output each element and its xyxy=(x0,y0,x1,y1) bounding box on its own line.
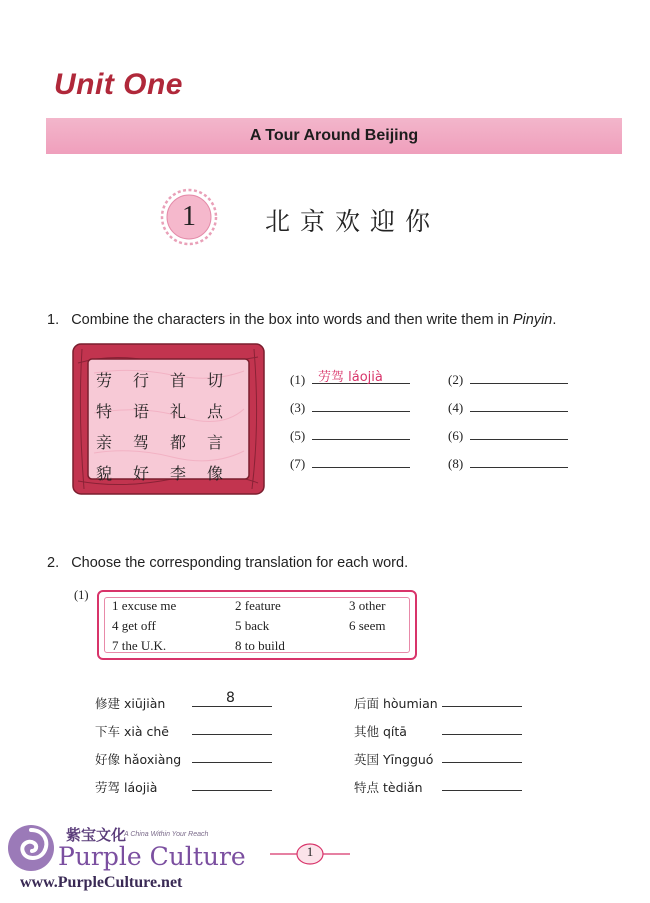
banner-title: A Tour Around Beijing xyxy=(249,127,419,144)
publisher-logo xyxy=(6,816,256,900)
answer-value: 8 xyxy=(226,690,235,706)
character-cell: 首 xyxy=(170,371,187,390)
translation-option: 1 excuse me xyxy=(112,598,177,613)
logo-tagline: A China Within Your Reach xyxy=(124,831,209,838)
question-1-italic: Pinyin xyxy=(512,312,553,328)
blank-input[interactable] xyxy=(470,439,568,440)
blank-input[interactable] xyxy=(312,467,410,468)
character-cell: 语 xyxy=(133,402,150,421)
logo-chinese-name: 紫宝文化 xyxy=(66,826,127,844)
page-number: 1 xyxy=(306,844,314,859)
unit-title: Unit One xyxy=(54,68,183,101)
blank-input[interactable] xyxy=(470,411,568,412)
logo-name: Purple Culture xyxy=(58,842,246,871)
question-2-number: 2. xyxy=(47,555,60,571)
blank-input[interactable] xyxy=(470,383,568,384)
blank-label: (7) xyxy=(290,456,306,471)
blank-input[interactable] xyxy=(312,439,410,440)
character-cell: 亲 xyxy=(96,433,113,452)
blank-label: (3) xyxy=(290,400,306,415)
character-cell: 特 xyxy=(96,402,113,421)
vocab-word: 特点 tèdiǎn xyxy=(354,780,423,795)
answer-input[interactable] xyxy=(442,762,522,763)
part-label: (1) xyxy=(74,588,89,602)
question-1-text-end: . xyxy=(552,312,557,328)
translation-option: 4 get off xyxy=(112,618,156,633)
character-cell: 劳 xyxy=(96,371,113,390)
character-cell: 行 xyxy=(133,371,150,390)
vocab-word: 下车 xià chē xyxy=(95,724,169,739)
character-cell: 李 xyxy=(170,464,187,483)
page-number-badge xyxy=(270,843,350,865)
translation-option: 3 other xyxy=(349,598,386,613)
blank-answer: 劳驾 láojià xyxy=(318,370,383,385)
blank-label: (8) xyxy=(448,456,464,471)
lesson-title: 北京欢迎你 xyxy=(265,207,441,236)
answer-input[interactable] xyxy=(192,790,272,791)
translation-option: 5 back xyxy=(235,618,270,633)
translation-option: 8 to build xyxy=(235,638,285,653)
blank-label: (6) xyxy=(448,428,464,443)
answer-input[interactable] xyxy=(192,706,272,707)
question-1-number: 1. xyxy=(47,312,60,328)
blank-label: (4) xyxy=(448,400,464,415)
blank-label: (2) xyxy=(448,372,464,387)
character-cell: 貌 xyxy=(96,464,113,483)
vocab-word: 劳驾 láojià xyxy=(95,780,158,795)
translation-option: 6 seem xyxy=(349,618,386,633)
answer-input[interactable] xyxy=(442,706,522,707)
character-cell: 都 xyxy=(170,433,187,452)
question-1-text: Combine the characters in the box into words and then write them in xyxy=(71,312,513,328)
answer-input[interactable] xyxy=(192,734,272,735)
blank-input[interactable] xyxy=(470,467,568,468)
character-cell: 点 xyxy=(207,402,224,421)
vocab-word: 后面 hòumian xyxy=(354,696,438,711)
character-cell: 像 xyxy=(207,464,224,483)
answer-input[interactable] xyxy=(192,762,272,763)
answer-input[interactable] xyxy=(442,790,522,791)
swirl-logo-icon xyxy=(6,822,56,874)
lesson-number: 1 xyxy=(182,201,196,232)
vocab-word: 修建 xiūjiàn xyxy=(95,696,166,711)
character-cell: 言 xyxy=(207,433,224,452)
character-cell: 驾 xyxy=(133,433,150,452)
character-cell: 好 xyxy=(133,464,150,483)
logo-url[interactable]: www.PurpleCulture.net xyxy=(20,874,183,891)
vocab-word: 英国 Yīngguó xyxy=(354,752,434,767)
translation-option: 7 the U.K. xyxy=(112,638,167,653)
vocab-word: 好像 hǎoxiàng xyxy=(95,752,182,767)
blank-input[interactable] xyxy=(312,411,410,412)
character-cell: 切 xyxy=(207,371,224,390)
answer-input[interactable] xyxy=(442,734,522,735)
question-2-instruction xyxy=(47,555,408,571)
blank-label: (1) xyxy=(290,372,306,387)
character-grid xyxy=(96,368,246,484)
question-2-text: Choose the corresponding translation for each word. xyxy=(71,555,409,571)
character-cell: 礼 xyxy=(170,402,187,421)
unit-banner xyxy=(46,118,622,154)
question-1-instruction xyxy=(47,312,556,328)
translation-option: 2 feature xyxy=(235,598,281,613)
blank-label: (5) xyxy=(290,428,306,443)
vocab-word: 其他 qítā xyxy=(354,724,407,739)
